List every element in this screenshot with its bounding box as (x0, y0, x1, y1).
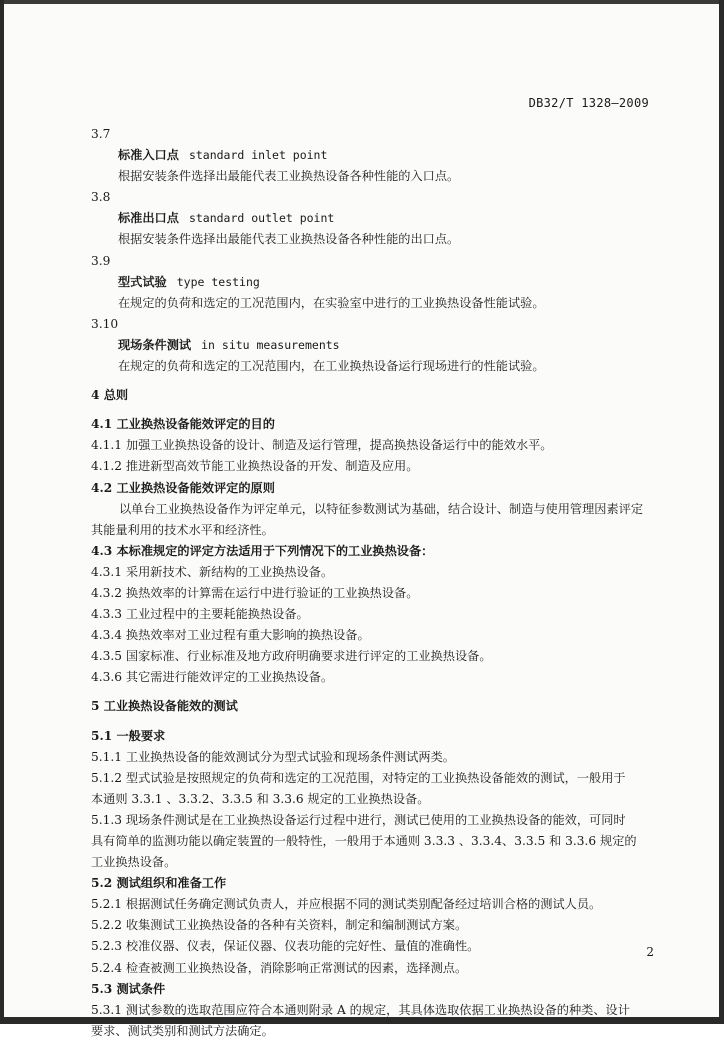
term-name-en: in situ measurements (201, 337, 340, 352)
clause-4-3-5: 4.3.5 国家标准、行业标准及地方政府明确要求进行评定的工业换热设备。 (91, 649, 492, 664)
clause-5-1-2-cont: 本通则 3.3.1 、3.3.2、3.3.5 和 3.3.6 规定的工业换热设备。 (91, 791, 430, 806)
term-definition: 在规定的负荷和选定的工况范围内，在工业换热设备运行现场进行的性能试验。 (118, 359, 545, 374)
term-number: 3.8 (91, 190, 111, 205)
clause-4-3-6: 4.3.6 其它需进行能效评定的工业换热设备。 (91, 670, 334, 685)
clause-4-2-title: 4.2 工业换热设备能效评定的原则 (91, 480, 275, 495)
clause-5-2-title: 5.2 测试组织和准备工作 (91, 876, 227, 891)
term-heading (91, 272, 659, 293)
clause-5-1-3-cont: 具有简单的监测功能以确定装置的一般特性，一般用于本通则 3.3.3 、3.3.4、3.3.5 和 3.3.6 规定的 (91, 834, 637, 848)
clause-4-2-text-cont: 其能量利用的技术水平和经济性。 (91, 522, 274, 537)
page-number: 2 (646, 945, 654, 959)
clause-4-3-title: 4.3 本标准规定的评定方法适用于下列情况下的工业换热设备： (91, 543, 434, 558)
clause-4-3-1: 4.3.1 采用新技术、新结构的工业换热设备。 (91, 564, 334, 579)
term-heading (91, 335, 659, 356)
term-name-en: standard inlet point (188, 148, 328, 163)
standard-code-header: DB32/T 1328—2009 (528, 96, 649, 110)
clause-5-1-3: 5.1.3 现场条件测试是在工业换热设备运行过程中进行，测试已使用的工业换热设备的能效，可同时 (91, 812, 626, 827)
clause-5-3-1: 5.3.1 测试参数的选取范围应符合本通则附录 A 的规定，其具体选取依据工业换热设备的种类、设计 (91, 1002, 630, 1017)
clause-5-2-3: 5.2.3 校准仪器、仪表，保证仪器、仪表功能的完好性、量值的准确性。 (91, 939, 480, 954)
term-definition: 根据安装条件选择出最能代表工业换热设备各种性能的出口点。 (118, 232, 460, 247)
document-body (91, 124, 659, 1042)
clause-5-2-2: 5.2.2 收集测试工业换热设备的各种有关资料，制定和编制测试方案。 (91, 918, 468, 933)
term-name-en: standard outlet point (188, 211, 335, 226)
section-5-title: 5 工业换热设备能效的测试 (91, 699, 238, 714)
clause-4-3-4: 4.3.4 换热效率对工业过程有重大影响的换热设备。 (91, 628, 370, 643)
clause-4-1-title: 4.1 工业换热设备能效评定的目的 (91, 417, 275, 432)
scan-border-top (0, 0, 724, 4)
clause-5-3-title: 5.3 测试条件 (91, 981, 166, 996)
section-4-title: 4 总则 (91, 388, 129, 403)
term-number: 3.10 (91, 316, 119, 331)
clause-5-3-1-cont: 要求、测试类别和测试方法确定。 (91, 1023, 274, 1038)
clause-4-3-3: 4.3.3 工业过程中的主要耗能换热设备。 (91, 607, 309, 622)
clause-5-2-4: 5.2.4 检查被测工业换热设备，消除影响正常测试的因素，选择测点。 (91, 960, 468, 975)
term-number: 3.9 (91, 253, 111, 268)
term-definition: 在规定的负荷和选定的工况范围内，在实验室中进行的工业换热设备性能试验。 (118, 295, 545, 310)
term-name-cn: 标准入口点 (118, 148, 179, 163)
clause-4-2-text: 以单台工业换热设备作为评定单元，以特征参数测试为基础，结合设计、制造与使用管理因素评定 (119, 501, 644, 516)
clause-5-1-3-cont2: 工业换热设备。 (91, 855, 177, 870)
term-heading (91, 208, 659, 229)
term-number: 3.7 (91, 127, 111, 141)
clause-5-1-title: 5.1 一般要求 (91, 728, 166, 743)
scan-border-right (719, 0, 724, 1024)
clause-4-1-1: 4.1.1 加强工业换热设备的设计、制造及运行管理，提高换热设备运行中的能效水平。 (91, 438, 553, 453)
term-name-en: type testing (176, 274, 260, 289)
scan-border-left (0, 0, 4, 1024)
clause-4-1-2: 4.1.2 推进新型高效节能工业换热设备的开发、制造及应用。 (91, 459, 419, 474)
clause-4-3-2: 4.3.2 换热效率的计算需在运行中进行验证的工业换热设备。 (91, 585, 419, 600)
term-name-cn: 型式试验 (118, 274, 167, 289)
term-name-cn: 标准出口点 (118, 211, 179, 226)
clause-5-1-1: 5.1.1 工业换热设备的能效测试分为型式试验和现场条件测试两类。 (91, 749, 455, 764)
term-name-cn: 现场条件测试 (118, 337, 192, 352)
clause-5-1-2: 5.1.2 型式试验是按照规定的负荷和选定的工况范围，对特定的工业换热设备能效的测试，一般用于 (91, 770, 626, 785)
term-definition: 根据安装条件选择出最能代表工业换热设备各种性能的入口点。 (118, 169, 460, 184)
clause-5-2-1: 5.2.1 根据测试任务确定测试负责人，并应根据不同的测试类别配备经过培训合格的测试人员。 (91, 897, 602, 912)
term-heading (91, 145, 659, 166)
